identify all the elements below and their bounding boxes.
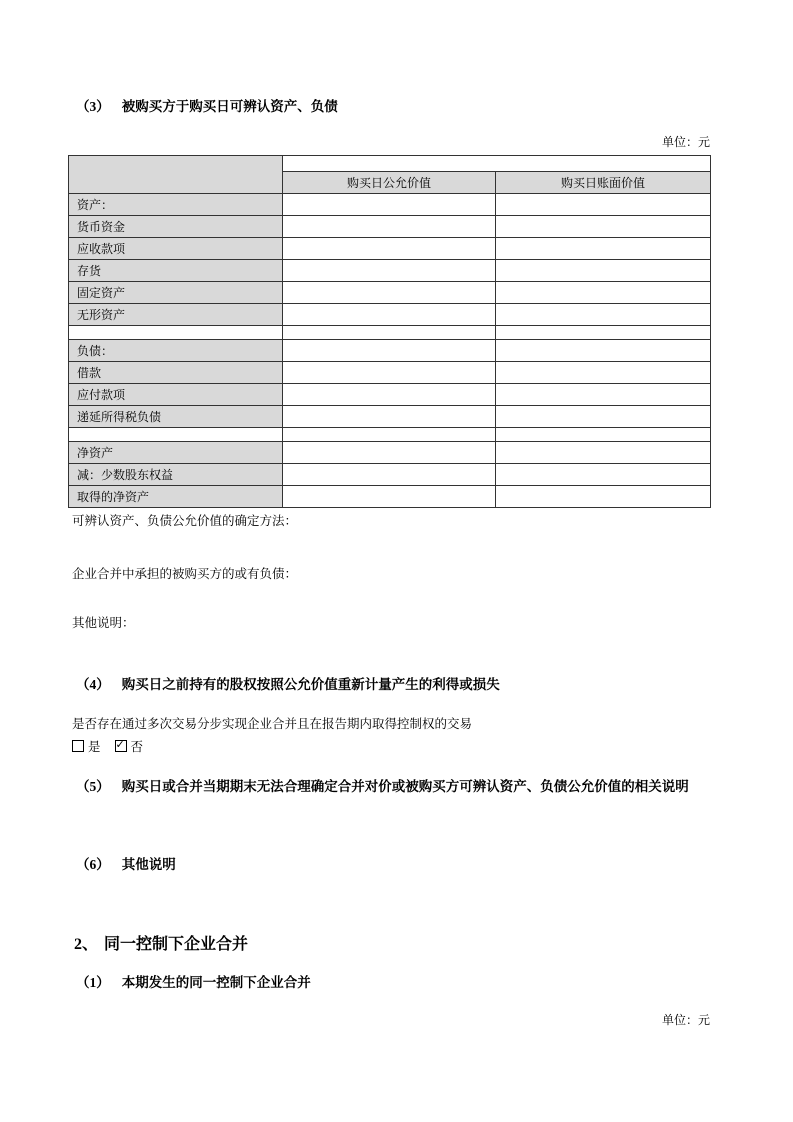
- section-5-heading: [76, 779, 689, 795]
- fair-value-cell: [283, 194, 496, 216]
- table-merged-top-cell: [283, 156, 711, 172]
- row-label: 减：少数股东权益: [69, 464, 283, 486]
- section-2-1-number: （1）: [76, 975, 110, 990]
- column-header-fair-value: 购买日公允价值: [283, 172, 496, 194]
- book-value-cell: [496, 442, 711, 464]
- other-notes-paragraph: 其他说明：: [72, 616, 135, 630]
- row-label: 净资产: [69, 442, 283, 464]
- fair-value-cell: [283, 464, 496, 486]
- table-row: [69, 260, 711, 282]
- section-3-number: （3）: [76, 99, 110, 114]
- book-value-cell: [496, 428, 711, 442]
- fair-value-cell: [283, 282, 496, 304]
- section-6-heading: [76, 857, 176, 873]
- fair-value-cell: [283, 442, 496, 464]
- row-label: 货币资金: [69, 216, 283, 238]
- section-4-title: 购买日之前持有的股权按照公允价值重新计量产生的利得或损失: [121, 677, 500, 692]
- section-3-title: 被购买方于购买日可辨认资产、负债: [121, 99, 338, 114]
- table-row: [69, 238, 711, 260]
- checkbox-checked-icon: [115, 740, 127, 752]
- book-value-cell: [496, 486, 711, 508]
- row-label: [69, 428, 283, 442]
- section-2-1-heading: [76, 975, 311, 991]
- fair-value-cell: [283, 238, 496, 260]
- section-6-number: （6）: [76, 857, 110, 872]
- row-label: [69, 326, 283, 340]
- step-acquisition-checkbox-row: [72, 737, 143, 755]
- book-value-cell: [496, 326, 711, 340]
- section-3-heading: [76, 99, 338, 115]
- section-5-number: （5）: [76, 779, 110, 794]
- unit-label-bottom: 单位：元: [661, 1013, 710, 1027]
- table-header-row-1: [69, 156, 711, 172]
- book-value-cell: [496, 362, 711, 384]
- unit-label-top: 单位：元: [661, 135, 710, 149]
- chapter-2-title: 同一控制下企业合并: [104, 936, 249, 953]
- table-row: [69, 442, 711, 464]
- fair-value-cell: [283, 362, 496, 384]
- chapter-2-heading: [74, 935, 248, 954]
- fair-value-cell: [283, 304, 496, 326]
- section-4-heading: [76, 677, 500, 693]
- table-row: [69, 406, 711, 428]
- book-value-cell: [496, 304, 711, 326]
- contingent-liabilities-paragraph: 企业合并中承担的被购买方的或有负债：: [72, 567, 298, 581]
- row-label: 取得的净资产: [69, 486, 283, 508]
- book-value-cell: [496, 340, 711, 362]
- row-label: 应收款项: [69, 238, 283, 260]
- section-6-title: 其他说明: [121, 857, 176, 872]
- fair-value-cell: [283, 340, 496, 362]
- fair-value-cell: [283, 406, 496, 428]
- fair-value-cell: [283, 384, 496, 406]
- checkbox-no-label: 否: [130, 740, 144, 754]
- row-label: 无形资产: [69, 304, 283, 326]
- book-value-cell: [496, 384, 711, 406]
- table-row: [69, 282, 711, 304]
- section-4-number: （4）: [76, 677, 110, 692]
- book-value-cell: [496, 194, 711, 216]
- chapter-2-number: 2、: [74, 936, 99, 953]
- fair-value-cell: [283, 216, 496, 238]
- table-spacer-row: [69, 326, 711, 340]
- fair-value-cell: [283, 428, 496, 442]
- table-row: [69, 486, 711, 508]
- row-label: 应付款项: [69, 384, 283, 406]
- row-label: 负债：: [69, 340, 283, 362]
- column-header-book-value: 购买日账面价值: [496, 172, 711, 194]
- book-value-cell: [496, 464, 711, 486]
- book-value-cell: [496, 238, 711, 260]
- row-label: 资产：: [69, 194, 283, 216]
- book-value-cell: [496, 260, 711, 282]
- table-row: [69, 304, 711, 326]
- identifiable-assets-liabilities-table: [68, 155, 711, 508]
- fair-value-cell: [283, 486, 496, 508]
- table-corner-cell: [69, 156, 283, 194]
- book-value-cell: [496, 216, 711, 238]
- table-row: [69, 362, 711, 384]
- table-row: [69, 464, 711, 486]
- table-row: [69, 194, 711, 216]
- row-label: 借款: [69, 362, 283, 384]
- fair-value-method-paragraph: 可辨认资产、负债公允价值的确定方法：: [72, 514, 298, 528]
- book-value-cell: [496, 282, 711, 304]
- checkbox-yes-label: 是: [88, 740, 101, 754]
- table-row: [69, 340, 711, 362]
- section-2-1-title: 本期发生的同一控制下企业合并: [121, 975, 311, 990]
- row-label: 固定资产: [69, 282, 283, 304]
- checkbox-unchecked-icon: [72, 740, 84, 752]
- book-value-cell: [496, 406, 711, 428]
- row-label: 递延所得税负债: [69, 406, 283, 428]
- row-label: 存货: [69, 260, 283, 282]
- table-spacer-row: [69, 428, 711, 442]
- table-row: [69, 384, 711, 406]
- section-5-title: 购买日或合并当期期末无法合理确定合并对价或被购买方可辨认资产、负债公允价值的相关说明: [121, 779, 689, 794]
- fair-value-cell: [283, 326, 496, 340]
- table-row: [69, 216, 711, 238]
- step-acquisition-question: 是否存在通过多次交易分步实现企业合并且在报告期内取得控制权的交易: [72, 717, 473, 731]
- fair-value-cell: [283, 260, 496, 282]
